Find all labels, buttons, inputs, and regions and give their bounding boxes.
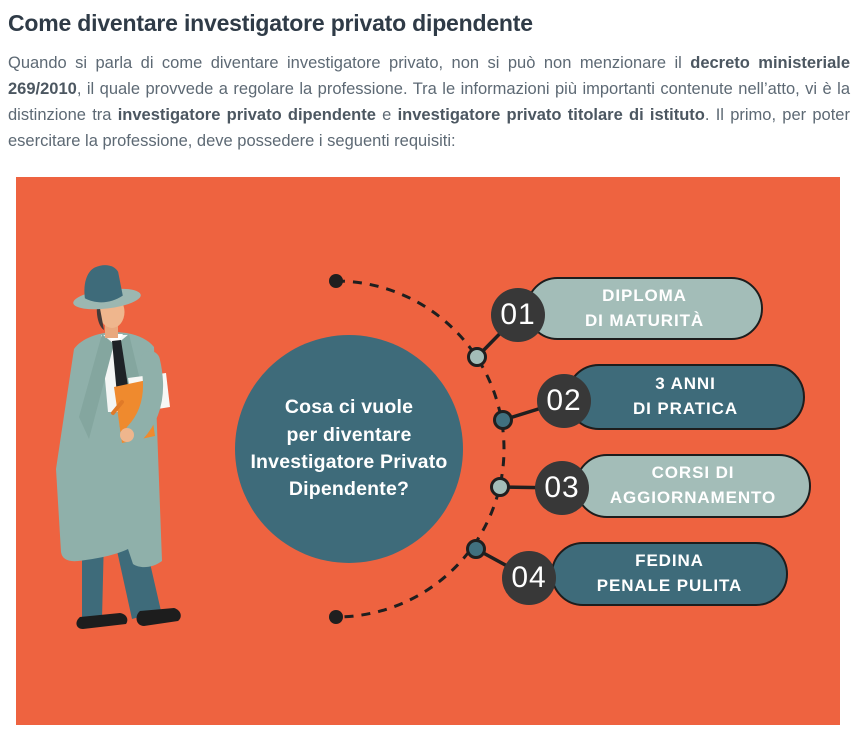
arc-end-dot [329, 610, 343, 624]
page-title: Come diventare investigatore privato dipendente [8, 10, 533, 36]
pill-line: PENALE PULITA [596, 576, 743, 595]
pill-line: DI PRATICA [632, 399, 738, 418]
node-4 [468, 541, 485, 558]
step-number-badge: 04 [502, 551, 556, 605]
paragraph-run: . Il primo, per poter esercitare la professione, deve possedere i seguenti requisiti: [8, 106, 850, 150]
node-2 [495, 412, 512, 429]
paragraph-run: e [375, 106, 398, 124]
step-number-badge: 01 [491, 288, 545, 342]
pill-line: 3 ANNI [655, 374, 716, 394]
connector-lines [476, 315, 564, 578]
step-number-badge: 03 [535, 461, 589, 515]
paragraph-run: , il quale provvede a regolare la professione. Tra le informazioni più importanti contenute nell’atto, vi è la distinzione tra [8, 80, 850, 124]
question-line: per diventare [286, 423, 412, 446]
intro-paragraph [8, 50, 850, 154]
question-line: Investigatore Privato [250, 451, 448, 473]
pill-line: DIPLOMA [602, 285, 687, 305]
pill-line: CORSI DI [651, 463, 735, 483]
center-question-text [250, 394, 447, 503]
pill-line: DI MATURITÀ [584, 310, 705, 330]
pill-line: FEDINA [635, 551, 704, 571]
question-line: Dipendente? [288, 478, 410, 501]
infographic-card [16, 177, 840, 725]
paragraph-run-bold: investigatore privato dipendente [117, 106, 376, 124]
node-3 [492, 479, 509, 496]
step-number-badge: 02 [537, 374, 591, 428]
arc-start-dot [329, 274, 343, 288]
paragraph-run-bold: decreto ministeriale 269/2010 [8, 54, 851, 98]
paragraph-run: Quando si parla di come diventare investigatore privato, non si può non menzionare il [8, 54, 691, 72]
pill-line: AGGIORNAMENTO [609, 488, 777, 507]
question-line: Cosa ci vuole [284, 396, 414, 419]
paragraph-run-bold: investigatore privato titolare di istituto [397, 106, 705, 124]
requirement-pill-fedina [551, 542, 788, 606]
requirement-pill-corsi [575, 454, 811, 518]
detective-illustration [56, 264, 181, 629]
requirement-pill-diploma [526, 277, 763, 340]
center-question-circle [235, 335, 463, 563]
requirement-pill-pratica [566, 364, 805, 430]
node-1 [469, 349, 486, 366]
